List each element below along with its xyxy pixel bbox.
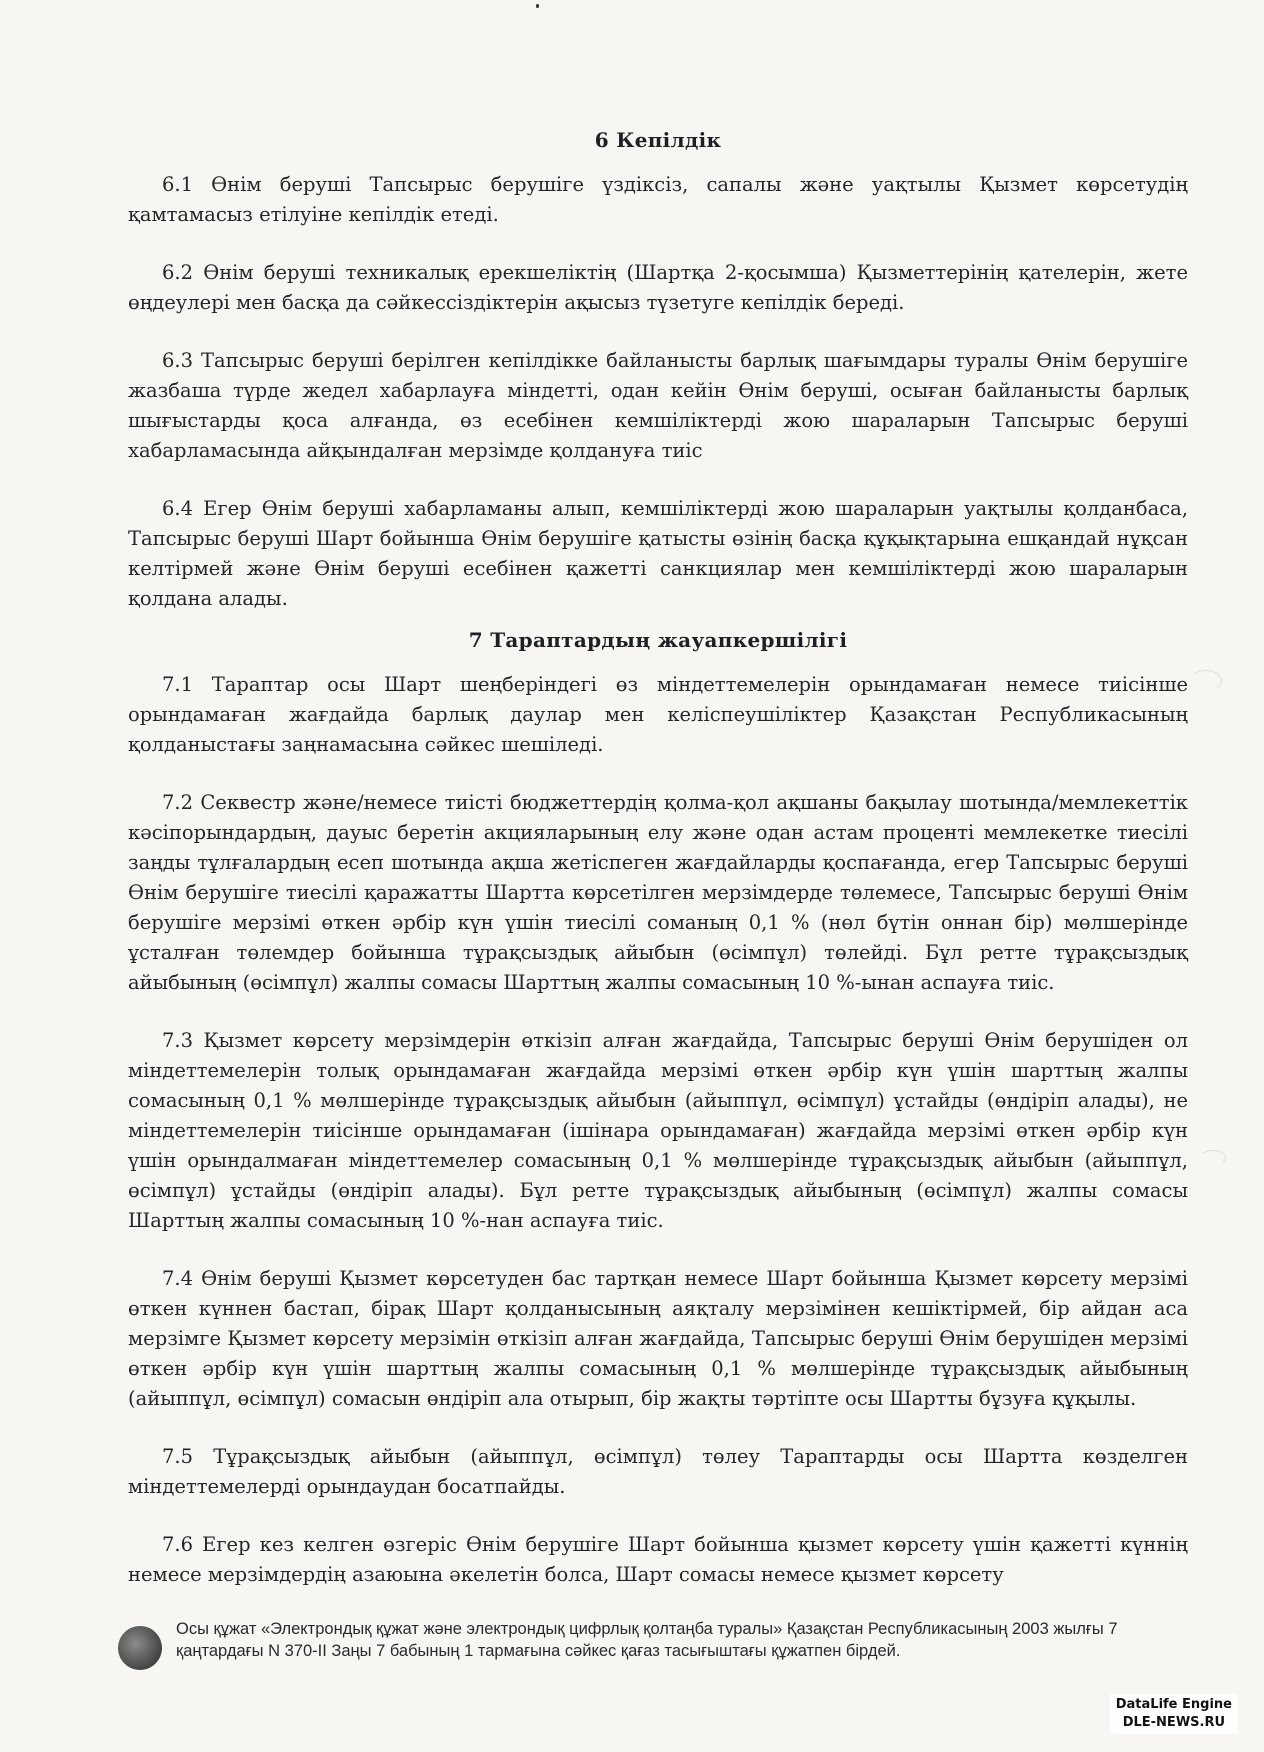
- paragraph-7-1: 7.1 Тараптар осы Шарт шеңберіндегі өз міндеттемелерін орындамаған немесе тиісінше орындамаған жағдайда барлық даулар мен келіспеушіліктер Қазақстан Республикасының қолданыстағы заңнамасына сәйкес шешіледі.: [128, 673, 1188, 756]
- site-watermark: [1110, 1694, 1238, 1734]
- watermark-line2: DLE-NEWS.RU: [1122, 1715, 1226, 1730]
- paragraph-6-1: 6.1 Өнім беруші Тапсырыс берушіге үздіксіз, сапалы және уақтылы Қызмет көрсетудің қамтамасыз етілуіне кепілдік етеді.: [128, 173, 1188, 226]
- scan-artifact: [1190, 670, 1222, 692]
- paragraph-7-3: 7.3 Қызмет көрсету мерзімдерін өткізіп алған жағдайда, Тапсырыс беруші Өнім берушіден ол міндеттемелерін толық орындамаған жағдайда мерзімі өткен әрбір күн үшін шарттың жалпы сомасының 0,1 % мөлшерінде тұрақсыздық айыбын (айыппұл, өсімпұл) ұстайды (өндіріп алады), не міндеттемелерін тиісінше орындамаған (ішінара орындамаған) жағдайда мерзімі өткен әрбір күн үшін орындалмаған міндеттемелер сомасының 0,1 % мөлшерінде тұрақсыздық айыбын (айыппұл, өсімпұл) ұстайды (өндіріп алады). Бұл ретте тұрақсыздық айыбының (өсімпұл) жалпы сомасы Шарттың жалпы сомасының 10 %-нан аспауға тиіс.: [128, 1029, 1188, 1232]
- footer-note: Осы құжат «Электрондық құжат және электрондық цифрлық қолтаңба туралы» Қазақстан Республикасының 2003 жылғы 7 қаңтардағы N 370-II Заңы 7 бабының 1 тармағына сәйкес қағаз тасығыштағы құжатпен бірдей.: [176, 1620, 1118, 1660]
- paragraph-7-5: 7.5 Тұрақсыздық айыбын (айыппұл, өсімпұл) төлеу Тараптарды осы Шартта көзделген міндеттемелерді орындаудан босатпайды.: [128, 1445, 1188, 1498]
- paragraph-7-2: 7.2 Секвестр және/немесе тиісті бюджеттердің қолма-қол ақшаны бақылау шотында/мемлекеттік кәсіпорындардың, дауыс беретін акцияларының елу және одан астам проценті мемлекетке тиесілі заңды тұлғалардың есеп шотында ақша жетіспеген жағдайларды қоспағанда, егер Тапсырыс беруші Өнім берушіге тиесілі қаражатты Шартта көрсетілген мерзімдерде төлемесе, Тапсырыс беруші Өнім берушіге мерзімі өткен әрбір күн үшін тиесілі соманың 0,1 % (нөл бүтін оннан бір) мөлшерінде ұсталған төлемдер бойынша тұрақсыздық айыбын (өсімпұл) төлейді. Бұл ретте тұрақсыздық айыбының (өсімпұл) жалпы сомасы Шарттың жалпы сомасының 10 %-ынан аспауға тиіс.: [128, 791, 1188, 994]
- scan-mark: [536, 4, 539, 8]
- paragraph-7-6: 7.6 Егер кез келген өзгеріс Өнім берушіге Шарт бойынша қызмет көрсету үшін қажетті күннің немесе мерзімдердің азаюына әкелетін болса, Шарт сомасы немесе қызмет көрсету: [128, 1533, 1188, 1586]
- seal-icon: [118, 1626, 162, 1670]
- paragraph-7-4: 7.4 Өнім беруші Қызмет көрсетуден бас тартқан немесе Шарт бойынша Қызмет көрсету мерзімі өткен күннен бастап, бірақ Шарт қолданысының аяқталу мерзімінен кешіктірмей, бір айдан аса мерзімге Қызмет көрсету мерзімін өткізіп алған жағдайда, Тапсырыс беруші Өнім берушіден мерзімі өткен әрбір күн үшін шарттың жалпы сомасының 0,1 % мөлшерінде тұрақсыздық айыбының (айыппұл, өсімпұл) сомасын өндіріп ала отырып, бір жақты тәртіпте осы Шартты бұзуға құқылы.: [128, 1267, 1188, 1410]
- paragraph-6-3: 6.3 Тапсырыс беруші берілген кепілдікке байланысты барлық шағымдары туралы Өнім берушіге жазбаша түрде жедел хабарлауға міндетті, одан кейін Өнім беруші, осыған байланысты барлық шығыстарды қоса алғанда, өз есебінен кемшіліктерді жою шараларын Тапсырыс беруші хабарламасында айқындалған мерзімде қолдануға тиіс: [128, 349, 1188, 462]
- paragraph-6-2: 6.2 Өнім беруші техникалық ерекшеліктің (Шартқа 2-қосымша) Қызметтерінің қателерін, жете өңдеулері мен басқа да сәйкессіздіктерін ақысыз түзетуге кепілдік береді.: [128, 261, 1188, 314]
- e-document-footer: [118, 1618, 1178, 1728]
- paragraph-6-4: 6.4 Егер Өнім беруші хабарламаны алып, кемшіліктерді жою шараларын уақтылы қолданбаса, Тапсырыс беруші Шарт бойынша Өнім берушіге қатысты өзінің басқа құқықтарына ешқандай нұқсан келтірмей және Өнім беруші есебінен қажетті санкциялар мен кемшіліктерді жою шараларын қолдана алады.: [128, 497, 1188, 610]
- watermark-line1: DataLife Engine: [1115, 1697, 1232, 1712]
- section-6-title: 6 Кепілдік: [594, 128, 722, 152]
- document-body: [128, 128, 1188, 1590]
- section-7-title: 7 Тараптардың жауапкершілігі: [468, 628, 848, 652]
- scan-artifact: [1200, 1150, 1226, 1166]
